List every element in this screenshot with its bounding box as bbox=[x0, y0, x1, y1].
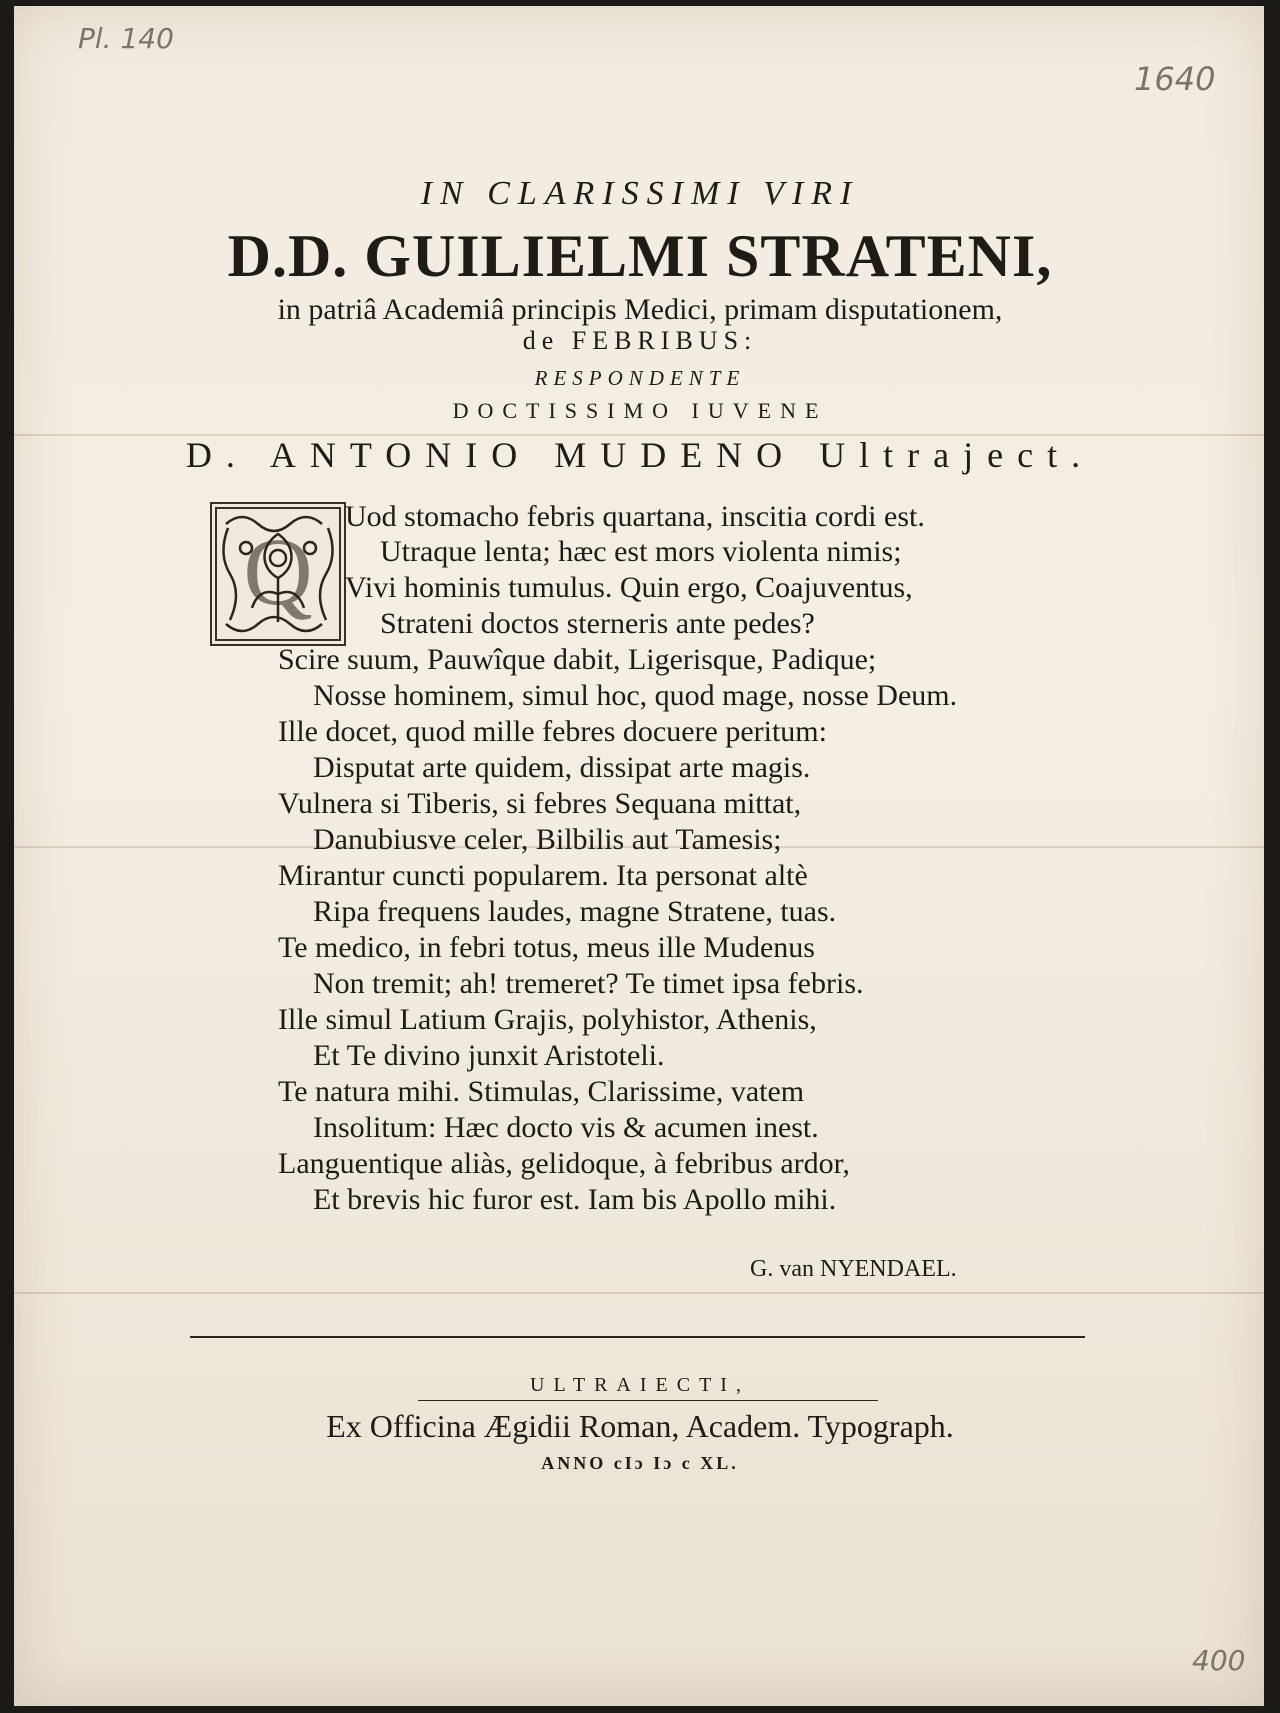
poem-line: Ripa frequens laudes, magne Stratene, tuas. bbox=[313, 895, 837, 928]
decorated-initial bbox=[210, 502, 346, 646]
poem-line: Ille docet, quod mille febres docuere peritum: bbox=[278, 715, 827, 748]
divider-rule bbox=[190, 1336, 1085, 1338]
poem-line: Scire suum, Pauwîque dabit, Ligerisque, Padique; bbox=[278, 643, 877, 676]
title-name: D.D. GUILIELMI STRATENI, bbox=[227, 223, 1053, 289]
poem-line: Vivi hominis tumulus. Quin ergo, Coajuventus, bbox=[345, 571, 913, 604]
poem-line: Disputat arte quidem, dissipat arte magis. bbox=[313, 751, 811, 784]
ornament-icon bbox=[212, 504, 344, 644]
poem-line: Te medico, in febri totus, meus ille Mudenus bbox=[278, 931, 815, 964]
poem-line: Utraque lenta; hæc est mors violenta nimis; bbox=[380, 535, 902, 568]
imprint-printer: Ex Officina Ægidii Roman, Academ. Typograph. bbox=[326, 1408, 954, 1444]
initial-letter: Q bbox=[243, 518, 313, 625]
poem-line: Vulnera si Tiberis, si febres Sequana mittat, bbox=[278, 787, 802, 820]
pencil-note-bottom-right: 400 bbox=[1192, 1644, 1246, 1677]
poem-line: Languentique aliàs, gelidoque, à febribus ardor, bbox=[278, 1147, 850, 1180]
signature: G. van NYENDAEL. bbox=[750, 1256, 957, 1282]
imprint-rule bbox=[418, 1400, 878, 1401]
poem-line: Insolitum: Hæc docto vis & acumen inest. bbox=[313, 1111, 819, 1144]
poem-line: Et Te divino junxit Aristoteli. bbox=[313, 1039, 665, 1072]
pencil-note-top-right: 1640 bbox=[1134, 60, 1216, 98]
imprint-place: ULTRAIECTI, bbox=[530, 1374, 750, 1396]
title-line-5: RESPONDENTE bbox=[534, 366, 746, 390]
pencil-note-top-left: Pl. 140 bbox=[78, 22, 174, 55]
title-line-1: IN CLARISSIMI VIRI bbox=[420, 175, 860, 212]
title-line-6: DOCTISSIMO IUVENE bbox=[452, 398, 828, 423]
respondent-line: D. ANTONIO MUDENO Ultraject. bbox=[185, 435, 1095, 475]
poem-line: Et brevis hic furor est. Iam bis Apollo mihi. bbox=[313, 1183, 837, 1216]
title-line-3: in patriâ Academiâ principis Medici, primam disputationem, bbox=[277, 293, 1003, 326]
poem-line: Nosse hominem, simul hoc, quod mage, nosse Deum. bbox=[313, 679, 958, 712]
fold-line bbox=[14, 1292, 1264, 1294]
poem-line: Ille simul Latium Grajis, polyhistor, Athenis, bbox=[278, 1003, 817, 1036]
poem-line: Te natura mihi. Stimulas, Clarissime, vatem bbox=[278, 1075, 805, 1108]
poem-line: Danubiusve celer, Bilbilis aut Tamesis; bbox=[313, 823, 782, 856]
title-line-4: de FEBRIBUS: bbox=[522, 326, 758, 355]
poem-line: Strateni doctos sterneris ante pedes? bbox=[380, 607, 815, 640]
poem-line: Non tremit; ah! tremeret? Te timet ipsa febris. bbox=[313, 967, 864, 1000]
poem-line: Mirantur cuncti popularem. Ita personat altè bbox=[278, 859, 808, 892]
poem-line: Uod stomacho febris quartana, inscitia cordi est. bbox=[345, 500, 925, 533]
imprint-year: ANNO cIɔ Iɔ c XL. bbox=[541, 1453, 739, 1473]
